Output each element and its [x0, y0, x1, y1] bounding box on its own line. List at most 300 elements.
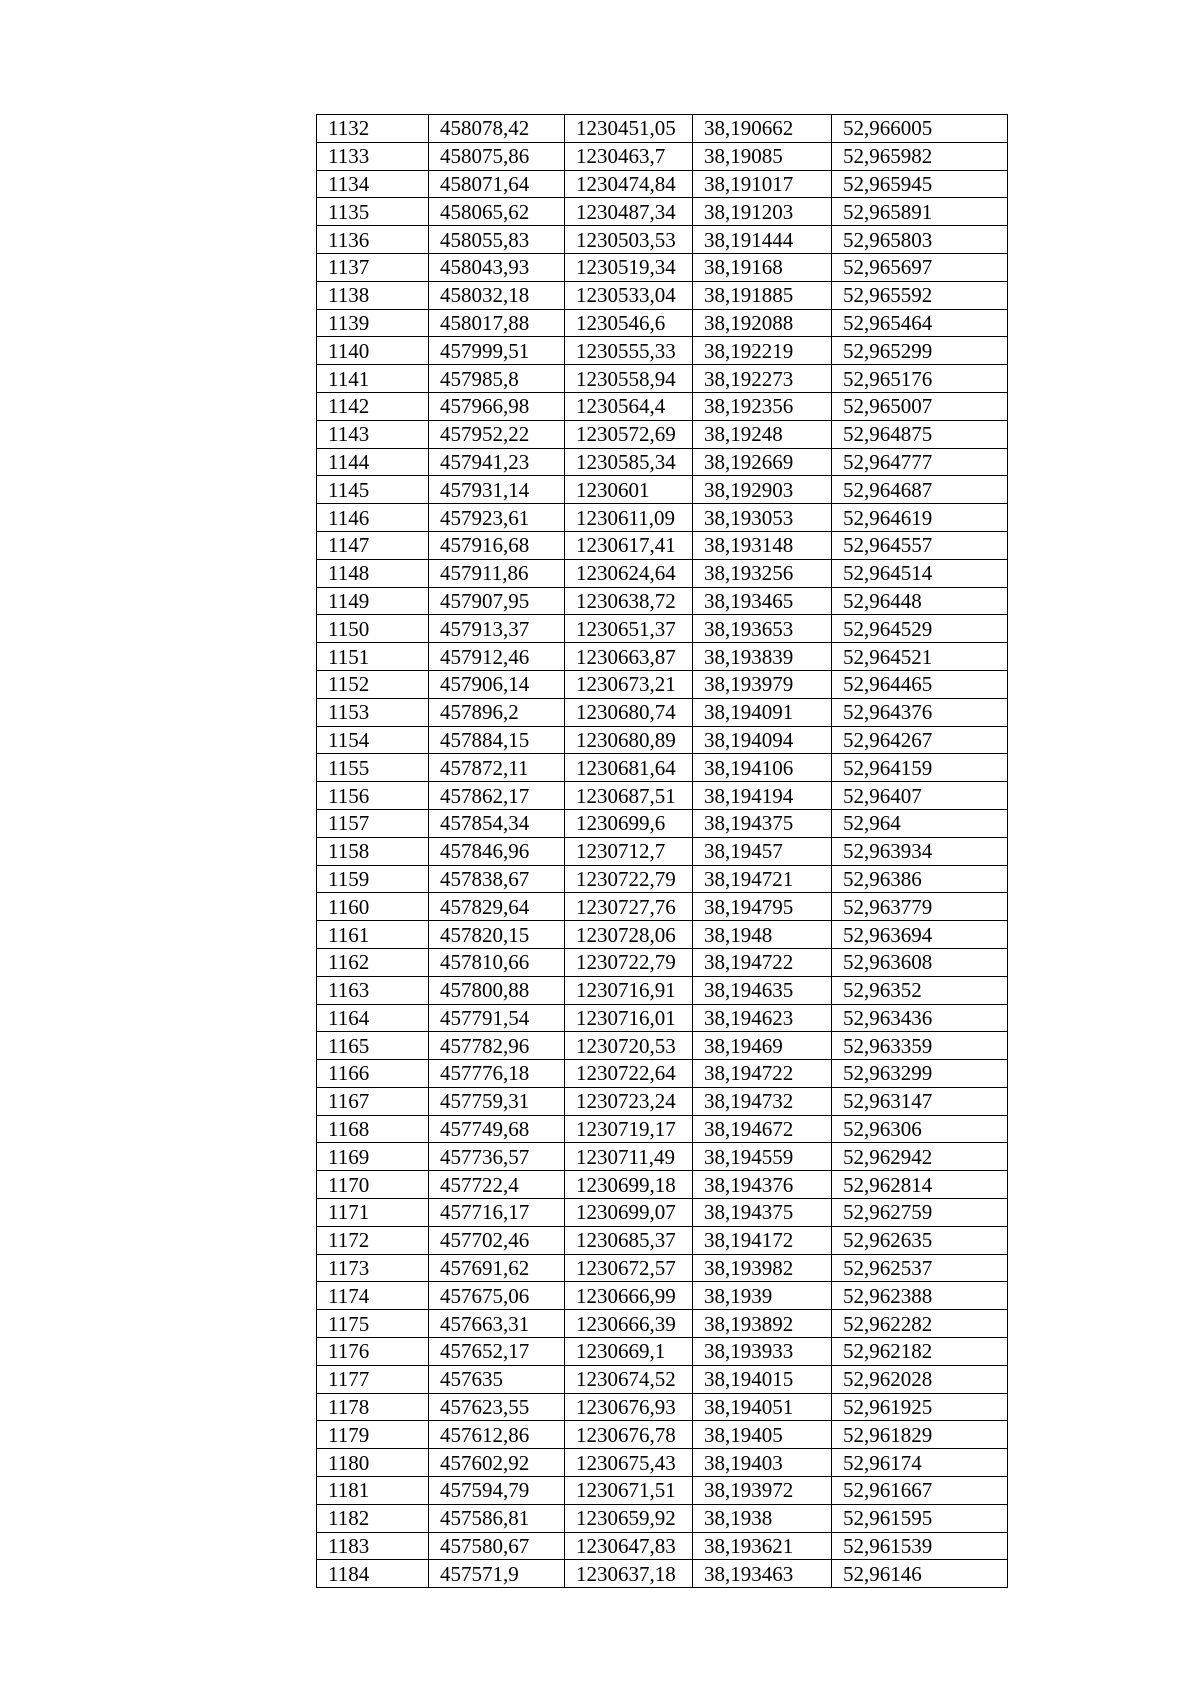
longitude-cell: 38,194015	[693, 1365, 832, 1393]
table-row	[317, 226, 1008, 254]
point-number-cell: 1165	[317, 1032, 429, 1060]
table-row	[317, 726, 1008, 754]
table-row	[317, 587, 1008, 615]
point-number-cell: 1148	[317, 559, 429, 587]
y-coordinate-cell: 1230676,93	[565, 1393, 693, 1421]
latitude-cell: 52,965299	[832, 337, 1008, 365]
latitude-cell: 52,963779	[832, 893, 1008, 921]
y-coordinate-cell: 1230637,18	[565, 1560, 693, 1588]
table-row	[317, 1477, 1008, 1505]
y-coordinate-cell: 1230519,34	[565, 253, 693, 281]
y-coordinate-cell: 1230719,17	[565, 1115, 693, 1143]
x-coordinate-cell: 457872,11	[429, 754, 565, 782]
point-number-cell: 1161	[317, 921, 429, 949]
x-coordinate-cell: 457829,64	[429, 893, 565, 921]
y-coordinate-cell: 1230572,69	[565, 420, 693, 448]
y-coordinate-cell: 1230681,64	[565, 754, 693, 782]
latitude-cell: 52,965982	[832, 142, 1008, 170]
point-number-cell: 1154	[317, 726, 429, 754]
x-coordinate-cell: 458065,62	[429, 198, 565, 226]
y-coordinate-cell: 1230555,33	[565, 337, 693, 365]
y-coordinate-cell: 1230722,79	[565, 865, 693, 893]
x-coordinate-cell: 457663,31	[429, 1310, 565, 1338]
latitude-cell: 52,962388	[832, 1282, 1008, 1310]
table-row	[317, 1143, 1008, 1171]
point-number-cell: 1162	[317, 948, 429, 976]
table-row	[317, 1226, 1008, 1254]
latitude-cell: 52,961595	[832, 1504, 1008, 1532]
y-coordinate-cell: 1230716,01	[565, 1004, 693, 1032]
longitude-cell: 38,194732	[693, 1087, 832, 1115]
y-coordinate-cell: 1230685,37	[565, 1226, 693, 1254]
x-coordinate-cell: 457722,4	[429, 1171, 565, 1199]
x-coordinate-cell: 457759,31	[429, 1087, 565, 1115]
x-coordinate-cell: 457884,15	[429, 726, 565, 754]
y-coordinate-cell: 1230711,49	[565, 1143, 693, 1171]
x-coordinate-cell: 457675,06	[429, 1282, 565, 1310]
latitude-cell: 52,962282	[832, 1310, 1008, 1338]
point-number-cell: 1137	[317, 253, 429, 281]
x-coordinate-cell: 458043,93	[429, 253, 565, 281]
latitude-cell: 52,963359	[832, 1032, 1008, 1060]
latitude-cell: 52,964514	[832, 559, 1008, 587]
longitude-cell: 38,190662	[693, 115, 832, 143]
longitude-cell: 38,19405	[693, 1421, 832, 1449]
latitude-cell: 52,96448	[832, 587, 1008, 615]
y-coordinate-cell: 1230585,34	[565, 448, 693, 476]
longitude-cell: 38,192219	[693, 337, 832, 365]
x-coordinate-cell: 457907,95	[429, 587, 565, 615]
x-coordinate-cell: 457923,61	[429, 504, 565, 532]
longitude-cell: 38,1939	[693, 1282, 832, 1310]
table-row	[317, 809, 1008, 837]
y-coordinate-cell: 1230659,92	[565, 1504, 693, 1532]
point-number-cell: 1145	[317, 476, 429, 504]
latitude-cell: 52,965176	[832, 365, 1008, 393]
x-coordinate-cell: 458055,83	[429, 226, 565, 254]
point-number-cell: 1184	[317, 1560, 429, 1588]
table-row	[317, 1393, 1008, 1421]
x-coordinate-cell: 457594,79	[429, 1477, 565, 1505]
x-coordinate-cell: 458071,64	[429, 170, 565, 198]
point-number-cell: 1153	[317, 698, 429, 726]
y-coordinate-cell: 1230672,57	[565, 1254, 693, 1282]
latitude-cell: 52,964521	[832, 643, 1008, 671]
coordinates-table-body	[317, 115, 1008, 1588]
latitude-cell: 52,961539	[832, 1532, 1008, 1560]
latitude-cell: 52,963608	[832, 948, 1008, 976]
x-coordinate-cell: 457906,14	[429, 670, 565, 698]
y-coordinate-cell: 1230638,72	[565, 587, 693, 615]
x-coordinate-cell: 457846,96	[429, 837, 565, 865]
y-coordinate-cell: 1230674,52	[565, 1365, 693, 1393]
y-coordinate-cell: 1230722,64	[565, 1060, 693, 1088]
latitude-cell: 52,963147	[832, 1087, 1008, 1115]
y-coordinate-cell: 1230680,74	[565, 698, 693, 726]
point-number-cell: 1163	[317, 976, 429, 1004]
point-number-cell: 1164	[317, 1004, 429, 1032]
latitude-cell: 52,961667	[832, 1477, 1008, 1505]
table-row	[317, 837, 1008, 865]
point-number-cell: 1166	[317, 1060, 429, 1088]
point-number-cell: 1174	[317, 1282, 429, 1310]
y-coordinate-cell: 1230669,1	[565, 1338, 693, 1366]
table-row	[317, 559, 1008, 587]
y-coordinate-cell: 1230601	[565, 476, 693, 504]
longitude-cell: 38,19403	[693, 1449, 832, 1477]
point-number-cell: 1182	[317, 1504, 429, 1532]
longitude-cell: 38,192088	[693, 309, 832, 337]
point-number-cell: 1158	[317, 837, 429, 865]
point-number-cell: 1143	[317, 420, 429, 448]
y-coordinate-cell: 1230680,89	[565, 726, 693, 754]
longitude-cell: 38,193465	[693, 587, 832, 615]
point-number-cell: 1155	[317, 754, 429, 782]
table-row	[317, 1560, 1008, 1588]
longitude-cell: 38,194635	[693, 976, 832, 1004]
longitude-cell: 38,19248	[693, 420, 832, 448]
point-number-cell: 1180	[317, 1449, 429, 1477]
point-number-cell: 1151	[317, 643, 429, 671]
x-coordinate-cell: 457791,54	[429, 1004, 565, 1032]
x-coordinate-cell: 457913,37	[429, 615, 565, 643]
y-coordinate-cell: 1230712,7	[565, 837, 693, 865]
longitude-cell: 38,193463	[693, 1560, 832, 1588]
latitude-cell: 52,964465	[832, 670, 1008, 698]
y-coordinate-cell: 1230722,79	[565, 948, 693, 976]
x-coordinate-cell: 457612,86	[429, 1421, 565, 1449]
table-row	[317, 531, 1008, 559]
latitude-cell: 52,965007	[832, 392, 1008, 420]
table-row	[317, 1060, 1008, 1088]
x-coordinate-cell: 457635	[429, 1365, 565, 1393]
latitude-cell: 52,964	[832, 809, 1008, 837]
table-row	[317, 253, 1008, 281]
table-row	[317, 615, 1008, 643]
point-number-cell: 1175	[317, 1310, 429, 1338]
y-coordinate-cell: 1230676,78	[565, 1421, 693, 1449]
y-coordinate-cell: 1230451,05	[565, 115, 693, 143]
x-coordinate-cell: 458075,86	[429, 142, 565, 170]
y-coordinate-cell: 1230624,64	[565, 559, 693, 587]
y-coordinate-cell: 1230666,99	[565, 1282, 693, 1310]
longitude-cell: 38,194376	[693, 1171, 832, 1199]
point-number-cell: 1173	[317, 1254, 429, 1282]
longitude-cell: 38,194375	[693, 809, 832, 837]
y-coordinate-cell: 1230487,34	[565, 198, 693, 226]
x-coordinate-cell: 457580,67	[429, 1532, 565, 1560]
latitude-cell: 52,965592	[832, 281, 1008, 309]
x-coordinate-cell: 457838,67	[429, 865, 565, 893]
table-row	[317, 337, 1008, 365]
table-row	[317, 893, 1008, 921]
table-row	[317, 115, 1008, 143]
longitude-cell: 38,19457	[693, 837, 832, 865]
latitude-cell: 52,964159	[832, 754, 1008, 782]
y-coordinate-cell: 1230699,07	[565, 1199, 693, 1227]
y-coordinate-cell: 1230728,06	[565, 921, 693, 949]
longitude-cell: 38,19085	[693, 142, 832, 170]
point-number-cell: 1134	[317, 170, 429, 198]
latitude-cell: 52,962942	[832, 1143, 1008, 1171]
longitude-cell: 38,194106	[693, 754, 832, 782]
point-number-cell: 1169	[317, 1143, 429, 1171]
longitude-cell: 38,194722	[693, 948, 832, 976]
x-coordinate-cell: 457782,96	[429, 1032, 565, 1060]
table-row	[317, 1421, 1008, 1449]
y-coordinate-cell: 1230720,53	[565, 1032, 693, 1060]
x-coordinate-cell: 457941,23	[429, 448, 565, 476]
longitude-cell: 38,1938	[693, 1504, 832, 1532]
longitude-cell: 38,193653	[693, 615, 832, 643]
latitude-cell: 52,964529	[832, 615, 1008, 643]
latitude-cell: 52,964267	[832, 726, 1008, 754]
latitude-cell: 52,96174	[832, 1449, 1008, 1477]
x-coordinate-cell: 457702,46	[429, 1226, 565, 1254]
point-number-cell: 1179	[317, 1421, 429, 1449]
y-coordinate-cell: 1230716,91	[565, 976, 693, 1004]
y-coordinate-cell: 1230617,41	[565, 531, 693, 559]
longitude-cell: 38,193621	[693, 1532, 832, 1560]
point-number-cell: 1133	[317, 142, 429, 170]
table-row	[317, 1171, 1008, 1199]
y-coordinate-cell: 1230558,94	[565, 365, 693, 393]
point-number-cell: 1160	[317, 893, 429, 921]
point-number-cell: 1144	[317, 448, 429, 476]
point-number-cell: 1171	[317, 1199, 429, 1227]
table-row	[317, 309, 1008, 337]
x-coordinate-cell: 457623,55	[429, 1393, 565, 1421]
point-number-cell: 1176	[317, 1338, 429, 1366]
x-coordinate-cell: 457912,46	[429, 643, 565, 671]
table-row	[317, 698, 1008, 726]
y-coordinate-cell: 1230663,87	[565, 643, 693, 671]
table-row	[317, 643, 1008, 671]
y-coordinate-cell: 1230723,24	[565, 1087, 693, 1115]
longitude-cell: 38,194375	[693, 1199, 832, 1227]
y-coordinate-cell: 1230699,6	[565, 809, 693, 837]
latitude-cell: 52,965891	[832, 198, 1008, 226]
x-coordinate-cell: 457862,17	[429, 782, 565, 810]
longitude-cell: 38,192356	[693, 392, 832, 420]
latitude-cell: 52,96407	[832, 782, 1008, 810]
longitude-cell: 38,193892	[693, 1310, 832, 1338]
table-row	[317, 1310, 1008, 1338]
latitude-cell: 52,965464	[832, 309, 1008, 337]
latitude-cell: 52,96306	[832, 1115, 1008, 1143]
longitude-cell: 38,193979	[693, 670, 832, 698]
y-coordinate-cell: 1230673,21	[565, 670, 693, 698]
table-row	[317, 1004, 1008, 1032]
longitude-cell: 38,193256	[693, 559, 832, 587]
table-row	[317, 754, 1008, 782]
x-coordinate-cell: 457985,8	[429, 365, 565, 393]
longitude-cell: 38,194721	[693, 865, 832, 893]
latitude-cell: 52,964376	[832, 698, 1008, 726]
point-number-cell: 1141	[317, 365, 429, 393]
x-coordinate-cell: 457999,51	[429, 337, 565, 365]
point-number-cell: 1152	[317, 670, 429, 698]
x-coordinate-cell: 457800,88	[429, 976, 565, 1004]
x-coordinate-cell: 457749,68	[429, 1115, 565, 1143]
longitude-cell: 38,192273	[693, 365, 832, 393]
point-number-cell: 1136	[317, 226, 429, 254]
longitude-cell: 38,194051	[693, 1393, 832, 1421]
point-number-cell: 1156	[317, 782, 429, 810]
point-number-cell: 1177	[317, 1365, 429, 1393]
x-coordinate-cell: 457776,18	[429, 1060, 565, 1088]
point-number-cell: 1157	[317, 809, 429, 837]
x-coordinate-cell: 457820,15	[429, 921, 565, 949]
point-number-cell: 1149	[317, 587, 429, 615]
x-coordinate-cell: 457810,66	[429, 948, 565, 976]
longitude-cell: 38,193972	[693, 1477, 832, 1505]
latitude-cell: 52,963934	[832, 837, 1008, 865]
table-row	[317, 476, 1008, 504]
latitude-cell: 52,962028	[832, 1365, 1008, 1393]
y-coordinate-cell: 1230699,18	[565, 1171, 693, 1199]
longitude-cell: 38,191885	[693, 281, 832, 309]
table-row	[317, 1199, 1008, 1227]
y-coordinate-cell: 1230671,51	[565, 1477, 693, 1505]
longitude-cell: 38,1948	[693, 921, 832, 949]
longitude-cell: 38,193148	[693, 531, 832, 559]
y-coordinate-cell: 1230503,53	[565, 226, 693, 254]
table-row	[317, 142, 1008, 170]
point-number-cell: 1138	[317, 281, 429, 309]
point-number-cell: 1135	[317, 198, 429, 226]
y-coordinate-cell: 1230463,7	[565, 142, 693, 170]
table-row	[317, 1365, 1008, 1393]
table-row	[317, 1504, 1008, 1532]
latitude-cell: 52,965945	[832, 170, 1008, 198]
x-coordinate-cell: 457736,57	[429, 1143, 565, 1171]
latitude-cell: 52,964875	[832, 420, 1008, 448]
point-number-cell: 1178	[317, 1393, 429, 1421]
longitude-cell: 38,194091	[693, 698, 832, 726]
x-coordinate-cell: 457602,92	[429, 1449, 565, 1477]
y-coordinate-cell: 1230687,51	[565, 782, 693, 810]
table-row	[317, 365, 1008, 393]
table-row	[317, 281, 1008, 309]
table-row	[317, 865, 1008, 893]
y-coordinate-cell: 1230474,84	[565, 170, 693, 198]
point-number-cell: 1150	[317, 615, 429, 643]
longitude-cell: 38,193053	[693, 504, 832, 532]
longitude-cell: 38,194722	[693, 1060, 832, 1088]
latitude-cell: 52,964777	[832, 448, 1008, 476]
x-coordinate-cell: 457952,22	[429, 420, 565, 448]
longitude-cell: 38,19168	[693, 253, 832, 281]
y-coordinate-cell: 1230675,43	[565, 1449, 693, 1477]
latitude-cell: 52,962814	[832, 1171, 1008, 1199]
longitude-cell: 38,192669	[693, 448, 832, 476]
table-row	[317, 976, 1008, 1004]
table-row	[317, 1449, 1008, 1477]
table-row	[317, 1338, 1008, 1366]
point-number-cell: 1168	[317, 1115, 429, 1143]
longitude-cell: 38,193982	[693, 1254, 832, 1282]
longitude-cell: 38,194795	[693, 893, 832, 921]
x-coordinate-cell: 457586,81	[429, 1504, 565, 1532]
latitude-cell: 52,96146	[832, 1560, 1008, 1588]
table-row	[317, 1087, 1008, 1115]
latitude-cell: 52,96386	[832, 865, 1008, 893]
x-coordinate-cell: 458032,18	[429, 281, 565, 309]
table-row	[317, 1254, 1008, 1282]
longitude-cell: 38,191444	[693, 226, 832, 254]
point-number-cell: 1167	[317, 1087, 429, 1115]
longitude-cell: 38,193933	[693, 1338, 832, 1366]
table-row	[317, 670, 1008, 698]
longitude-cell: 38,194623	[693, 1004, 832, 1032]
latitude-cell: 52,962537	[832, 1254, 1008, 1282]
latitude-cell: 52,962759	[832, 1199, 1008, 1227]
table-row	[317, 1115, 1008, 1143]
longitude-cell: 38,194094	[693, 726, 832, 754]
longitude-cell: 38,19469	[693, 1032, 832, 1060]
longitude-cell: 38,194194	[693, 782, 832, 810]
y-coordinate-cell: 1230666,39	[565, 1310, 693, 1338]
table-row	[317, 1032, 1008, 1060]
longitude-cell: 38,194172	[693, 1226, 832, 1254]
latitude-cell: 52,963694	[832, 921, 1008, 949]
latitude-cell: 52,965803	[832, 226, 1008, 254]
point-number-cell: 1132	[317, 115, 429, 143]
point-number-cell: 1172	[317, 1226, 429, 1254]
x-coordinate-cell: 457916,68	[429, 531, 565, 559]
table-row	[317, 504, 1008, 532]
point-number-cell: 1142	[317, 392, 429, 420]
table-row	[317, 782, 1008, 810]
longitude-cell: 38,191203	[693, 198, 832, 226]
latitude-cell: 52,962182	[832, 1338, 1008, 1366]
latitude-cell: 52,964557	[832, 531, 1008, 559]
latitude-cell: 52,964619	[832, 504, 1008, 532]
x-coordinate-cell: 457911,86	[429, 559, 565, 587]
x-coordinate-cell: 458017,88	[429, 309, 565, 337]
latitude-cell: 52,963436	[832, 1004, 1008, 1032]
latitude-cell: 52,961829	[832, 1421, 1008, 1449]
latitude-cell: 52,961925	[832, 1393, 1008, 1421]
point-number-cell: 1140	[317, 337, 429, 365]
longitude-cell: 38,192903	[693, 476, 832, 504]
x-coordinate-cell: 457966,98	[429, 392, 565, 420]
longitude-cell: 38,193839	[693, 643, 832, 671]
y-coordinate-cell: 1230651,37	[565, 615, 693, 643]
latitude-cell: 52,964687	[832, 476, 1008, 504]
latitude-cell: 52,965697	[832, 253, 1008, 281]
latitude-cell: 52,963299	[832, 1060, 1008, 1088]
table-row	[317, 198, 1008, 226]
point-number-cell: 1147	[317, 531, 429, 559]
longitude-cell: 38,194559	[693, 1143, 832, 1171]
table-row	[317, 948, 1008, 976]
x-coordinate-cell: 458078,42	[429, 115, 565, 143]
y-coordinate-cell: 1230647,83	[565, 1532, 693, 1560]
latitude-cell: 52,962635	[832, 1226, 1008, 1254]
table-row	[317, 420, 1008, 448]
y-coordinate-cell: 1230533,04	[565, 281, 693, 309]
latitude-cell: 52,96352	[832, 976, 1008, 1004]
x-coordinate-cell: 457896,2	[429, 698, 565, 726]
y-coordinate-cell: 1230564,4	[565, 392, 693, 420]
point-number-cell: 1139	[317, 309, 429, 337]
point-number-cell: 1146	[317, 504, 429, 532]
table-row	[317, 170, 1008, 198]
point-number-cell: 1170	[317, 1171, 429, 1199]
y-coordinate-cell: 1230611,09	[565, 504, 693, 532]
